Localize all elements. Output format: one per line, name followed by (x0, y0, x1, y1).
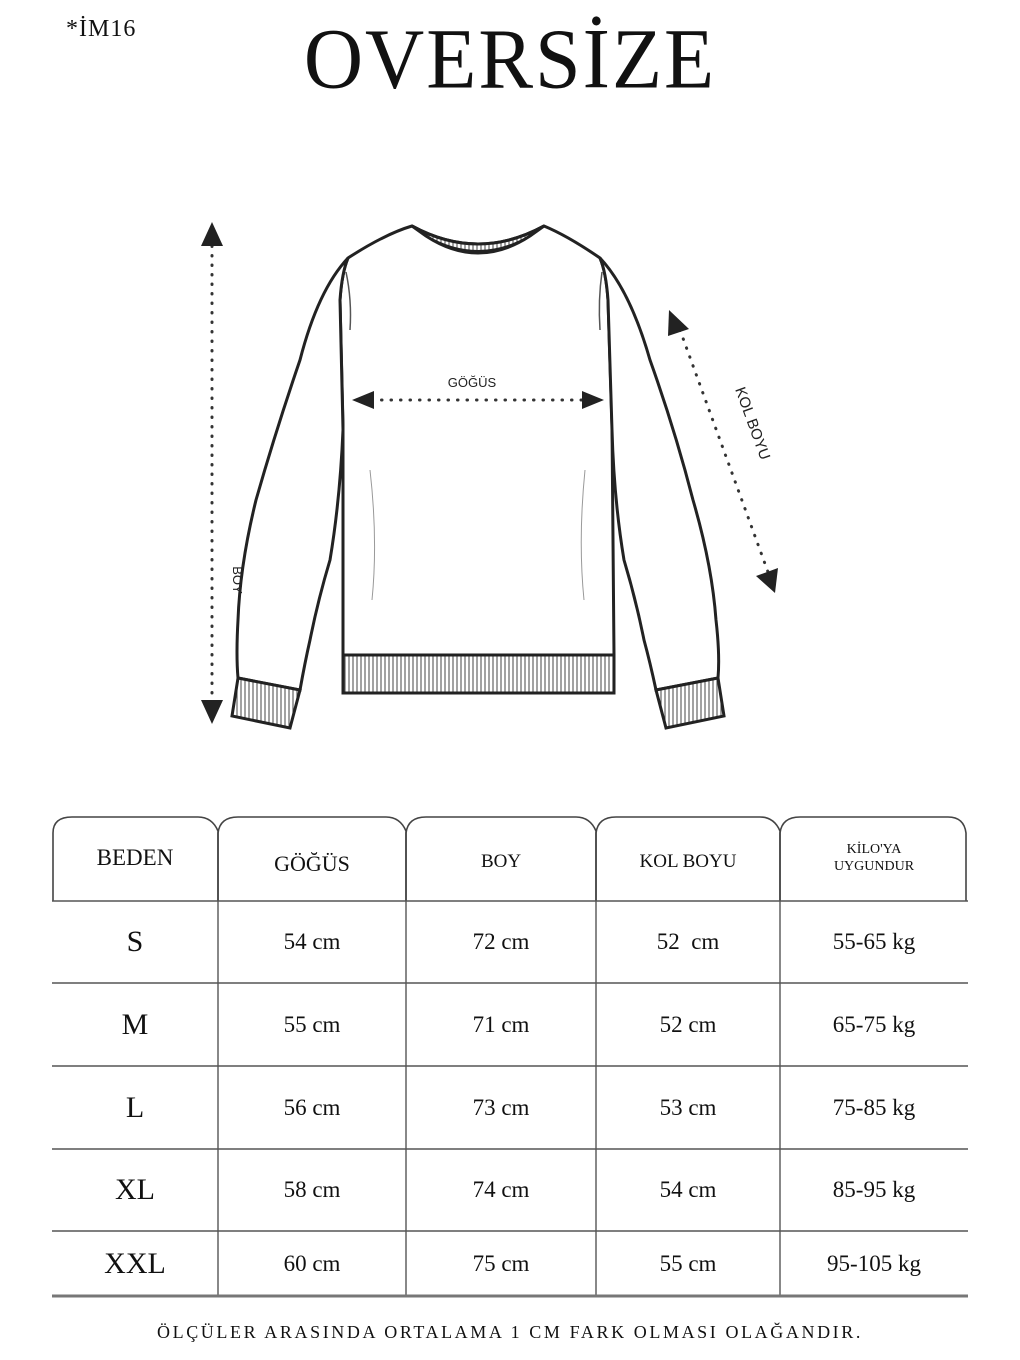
hem-rib (343, 655, 614, 693)
sweatshirt-body (340, 226, 614, 655)
table-cell-sleeve: 54 cm (659, 1177, 717, 1202)
table-cell-chest: 56 cm (283, 1094, 341, 1120)
table-cell-weight: 75-85 kg (832, 1094, 916, 1120)
table-cell-sleeve: 53 cm (659, 1094, 717, 1120)
product-code: *İM16 (66, 16, 137, 42)
header-kilo: KİLO'YA UYGUNDUR (833, 842, 915, 874)
table-cell-size: L (125, 1090, 145, 1124)
table-cell-chest: 58 cm (283, 1177, 341, 1202)
header-kol-boyu: KOL BOYU (639, 851, 737, 872)
table-cell-size: M (121, 1007, 149, 1041)
table-cell-length: 75 cm (472, 1250, 530, 1276)
table-cell-weight: 85-95 kg (832, 1177, 916, 1202)
table-cell-size: XL (115, 1173, 155, 1206)
header-gogus: GÖĞÜS (274, 851, 350, 876)
right-sleeve (600, 258, 719, 690)
size-table (52, 815, 968, 1298)
table-cell-chest: 54 cm (283, 929, 341, 954)
sleeve-label: KOL BOYU (731, 384, 774, 463)
table-cell-length: 71 cm (472, 1011, 530, 1037)
table-cell-chest: 55 cm (283, 1011, 341, 1037)
table-cell-size: S (126, 925, 144, 958)
sweatshirt-diagram (0, 190, 1020, 750)
length-arrow-up (201, 222, 223, 246)
table-cell-weight: 55-65 kg (832, 929, 916, 954)
length-arrow-down (201, 700, 223, 724)
chest-label: GÖĞÜS (447, 375, 497, 390)
left-sleeve (237, 258, 348, 690)
table-cell-sleeve: 52 cm (659, 1011, 717, 1037)
header-boy: BOY (480, 851, 522, 872)
page-title (0, 10, 1020, 107)
table-cell-weight: 65-75 kg (832, 1011, 916, 1037)
table-cell-length: 74 cm (472, 1177, 530, 1202)
table-cell-sleeve: 55 cm (659, 1250, 717, 1276)
footnote: ÖLÇÜLER ARASINDA ORTALAMA 1 CM FARK OLMASI OLAĞANDIR. (157, 1322, 863, 1342)
sleeve-arrow-top (668, 310, 689, 336)
table-cell-length: 73 cm (472, 1094, 530, 1120)
table-cell-length: 72 cm (472, 929, 530, 954)
table-cell-size: XXL (104, 1246, 166, 1280)
header-beden: BEDEN (96, 845, 174, 870)
length-label: BOY (230, 566, 245, 594)
table-cell-weight: 95-105 kg (827, 1250, 921, 1276)
table-cell-sleeve: 52 cm (656, 929, 720, 954)
title-text: OVERSİZE (303, 10, 717, 107)
table-cell-chest: 60 cm (283, 1250, 341, 1276)
